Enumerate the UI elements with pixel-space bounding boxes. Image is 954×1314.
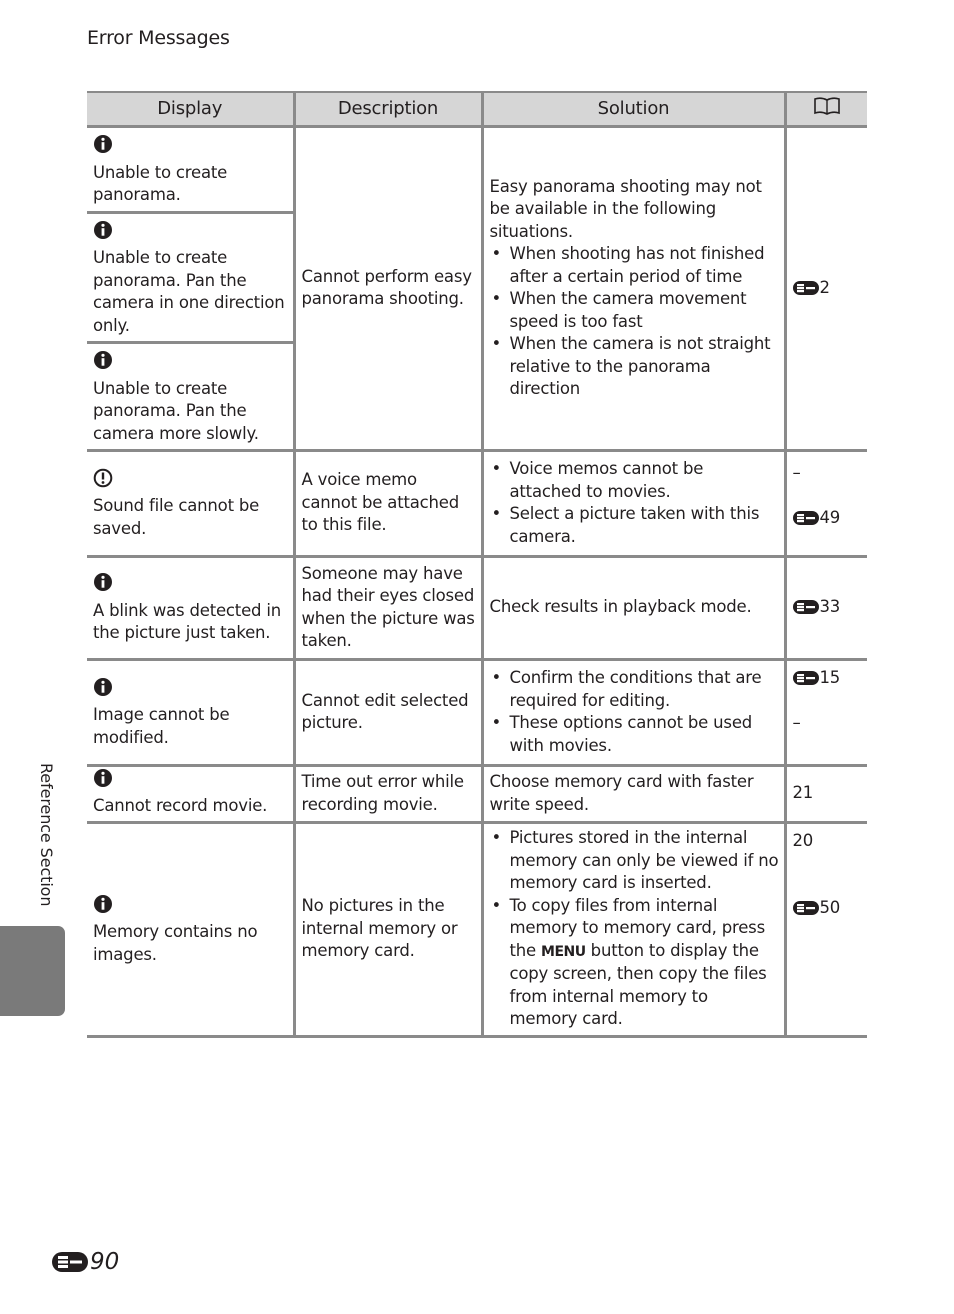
reference-cell — [785, 823, 867, 1037]
reference-cell — [785, 451, 867, 557]
display-cell — [87, 127, 294, 213]
e-reference-icon — [793, 600, 819, 614]
info-icon — [93, 894, 113, 914]
e-reference-icon — [793, 511, 819, 525]
book-reference-icon — [813, 100, 841, 121]
table-header-row — [87, 92, 867, 127]
description-cell: Cannot perform easy panorama shooting. — [294, 127, 482, 451]
reference-cell — [785, 660, 867, 766]
info-icon — [93, 768, 113, 788]
solution-item: • To copy files from internal memory to memory card, press the MENU button to display the copy screen, then copy the files from internal memory to memory card. — [510, 895, 779, 1031]
page-reference[interactable]: 21 — [792, 783, 814, 803]
display-message: Sound file cannot be saved. — [93, 496, 260, 538]
solution-list — [490, 243, 779, 401]
e-reference-icon — [793, 901, 819, 915]
display-cell — [87, 660, 294, 766]
solution-item: • Voice memos cannot be attached to movies. — [510, 458, 779, 503]
page-reference[interactable]: 20 — [792, 831, 814, 850]
page-header-title: Error Messages — [87, 27, 230, 49]
solution-item: • When shooting has not finished after a certain period of time — [510, 243, 779, 288]
description-cell: No pictures in the internal memory or memory card. — [294, 823, 482, 1037]
solution-item: • Confirm the conditions that are required for editing. — [510, 667, 779, 712]
reference-cell — [785, 127, 867, 451]
table-row — [87, 127, 867, 213]
solution-item: • These options cannot be used with movies. — [510, 712, 779, 757]
column-header-reference — [785, 92, 867, 127]
reference-cell — [785, 557, 867, 660]
solution-item: • Pictures stored in the internal memory can only be viewed if no memory card is inserted. — [510, 827, 779, 895]
page-reference-none: – — [792, 712, 801, 732]
section-tab — [0, 926, 65, 1016]
page-reference[interactable]: 50 — [793, 897, 863, 920]
description-cell: Cannot edit selected picture. — [294, 660, 482, 766]
info-icon — [93, 350, 113, 370]
page-reference[interactable]: 2 — [793, 277, 863, 300]
table-row — [87, 557, 867, 660]
display-cell — [87, 451, 294, 557]
info-icon — [93, 220, 113, 240]
page-reference[interactable]: 15 — [793, 667, 863, 690]
solution-intro: Easy panorama shooting may not be available in the following situations. — [489, 176, 762, 241]
display-cell — [87, 766, 294, 823]
info-icon — [93, 134, 113, 154]
solution-cell: Choose memory card with faster write speed. — [482, 766, 785, 823]
page-reference[interactable]: 49 — [793, 507, 863, 530]
solution-item: • Select a picture taken with this camera. — [510, 503, 779, 548]
solution-item: • When the camera is not straight relative to the panorama direction — [510, 333, 779, 401]
description-cell: Time out error while recording movie. — [294, 766, 482, 823]
solution-list — [490, 667, 779, 757]
page-number: 90 — [52, 1249, 119, 1275]
page-reference[interactable]: 33 — [793, 596, 863, 619]
display-message: Unable to create panorama. — [93, 162, 228, 204]
section-side-label: Reference Section — [37, 763, 56, 907]
solution-cell: Check results in playback mode. — [482, 557, 785, 660]
column-header-solution: Solution — [482, 92, 785, 127]
display-cell — [87, 343, 294, 451]
e-reference-icon — [793, 671, 819, 685]
description-cell: Someone may have had their eyes closed when the picture was taken. — [294, 557, 482, 660]
display-cell — [87, 823, 294, 1037]
table-row — [87, 451, 867, 557]
display-message: Image cannot be modified. — [93, 705, 230, 747]
display-message: Unable to create panorama. Pan the camera in one direction only. — [93, 248, 285, 335]
solution-list — [490, 827, 779, 1031]
description-cell: A voice memo cannot be attached to this file. — [294, 451, 482, 557]
info-icon — [93, 677, 113, 697]
solution-cell — [482, 451, 785, 557]
e-reference-icon — [52, 1252, 88, 1272]
menu-button-label: MENU — [541, 943, 586, 960]
display-message: Unable to create panorama. Pan the camera more slowly. — [93, 378, 259, 443]
display-cell — [87, 557, 294, 660]
warning-icon — [93, 468, 113, 488]
solution-list — [490, 458, 779, 548]
column-header-description: Description — [294, 92, 482, 127]
table-row — [87, 660, 867, 766]
display-message: A blink was detected in the picture just taken. — [93, 600, 281, 643]
solution-cell — [482, 660, 785, 766]
error-messages-table — [87, 91, 867, 1038]
column-header-display: Display — [87, 92, 294, 127]
reference-cell — [785, 766, 867, 823]
solution-cell — [482, 127, 785, 451]
display-message: Cannot record movie. — [93, 795, 268, 815]
display-message: Memory contains no images. — [93, 922, 258, 964]
e-reference-icon — [793, 281, 819, 295]
info-icon — [93, 572, 113, 592]
solution-cell — [482, 823, 785, 1037]
table-row — [87, 823, 867, 1037]
table-row — [87, 766, 867, 823]
solution-item: • When the camera movement speed is too fast — [510, 288, 779, 333]
page-reference-none: – — [792, 463, 801, 482]
display-cell — [87, 212, 294, 343]
